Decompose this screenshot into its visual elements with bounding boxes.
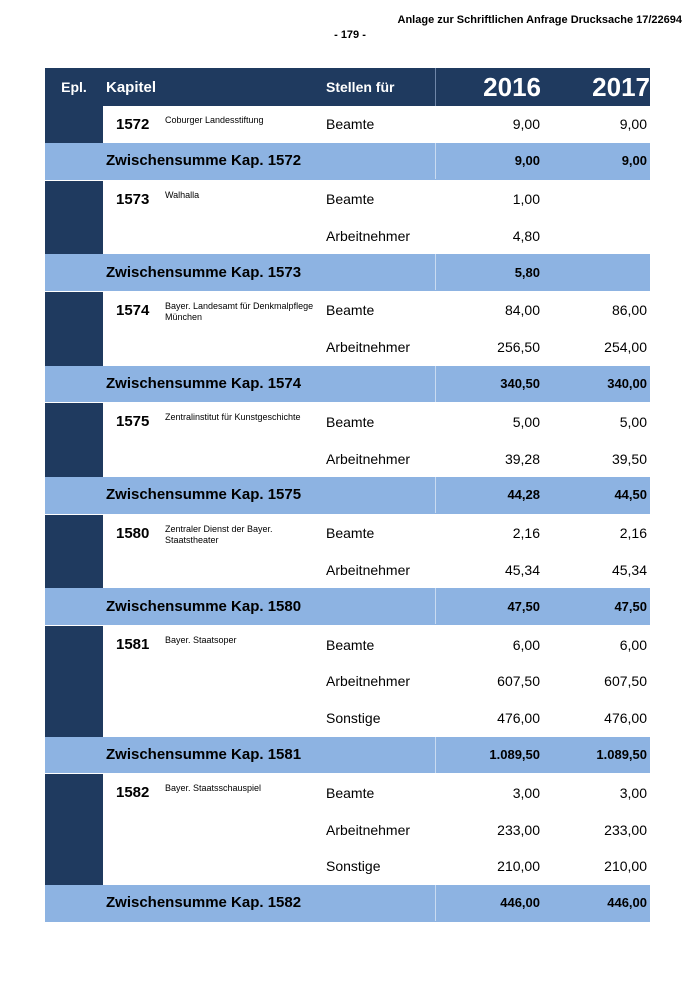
value-2016: 233,00 [497,821,540,838]
table-row [45,848,650,885]
subtotal-divider [435,254,436,290]
kapitel-name: Zentralinstitut für Kunstgeschichte [165,412,301,423]
value-2017 [540,181,647,218]
header-year-2017: 2017 [592,71,650,102]
value-2017: 476,00 [604,710,647,727]
stellen-type: Arbeitnehmer [326,673,411,690]
table-row [45,552,650,589]
value-2016: 210,00 [497,858,540,875]
stellen-type: Beamte [326,636,375,653]
subtotal-label: Zwischensumme Kap. 1582 [106,894,302,912]
table-row [45,329,650,366]
positions-table [45,68,650,923]
stellen-type: Beamte [326,302,375,319]
stellen-type: Sonstige [326,710,381,727]
value-2017: 6,00 [619,636,647,653]
table-row [45,811,650,848]
subtotal-label: Zwischensumme Kap. 1573 [106,263,302,281]
stellen-type: Arbeitnehmer [326,339,411,356]
subtotal-row [45,885,650,923]
document-reference: Anlage zur Schriftlichen Anfrage Drucksache 17/22694 [397,14,682,26]
value-2016: 1,00 [512,190,540,207]
subtotal-2016: 9,00 [514,153,540,169]
value-2016: 5,00 [512,413,540,430]
stellen-type: Beamte [326,525,375,542]
kapitel-name: Bayer. Staatsschauspiel [165,783,262,794]
value-2017: 3,00 [619,784,647,801]
header-kapitel: Kapitel [106,78,157,96]
subtotal-2016: 1.089,50 [489,747,540,763]
subtotal-row [45,254,650,292]
value-2016: 6,00 [512,636,540,653]
kapitel-name: Coburger Landesstiftung [165,115,264,125]
value-2017: 5,00 [619,413,647,430]
header-year-2016: 2016 [435,68,541,106]
header-epl: Epl. [61,79,87,95]
subtotal-label: Zwischensumme Kap. 1574 [106,375,302,393]
subtotal-divider [435,143,436,179]
subtotal-2017: 1.089,50 [596,747,647,763]
kapitel-number: 1582 [116,784,150,802]
value-2016: 607,50 [497,673,540,690]
kapitel-number: 1574 [116,301,150,319]
subtotal-row [45,737,650,775]
stellen-type: Sonstige [326,858,381,875]
table-row [45,700,650,737]
subtotal-2016: 340,50 [500,376,540,392]
subtotal-2016: 44,28 [507,487,540,503]
stellen-type: Arbeitnehmer [326,227,411,244]
subtotal-divider [435,477,436,513]
stellen-type: Beamte [326,413,375,430]
value-2017: 9,00 [619,116,647,133]
value-2017: 2,16 [619,525,647,542]
subtotal-2017: 44,50 [614,487,647,503]
subtotal-2017: 446,00 [607,895,647,911]
value-2017 [540,217,647,254]
kapitel-name: Bayer. Landesamt für Denkmalpflege München [165,300,314,322]
value-2016: 476,00 [497,710,540,727]
value-2016: 2,16 [512,525,540,542]
table-row [45,440,650,477]
table-row [45,663,650,700]
stellen-type: Arbeitnehmer [326,561,411,578]
subtotal-label: Zwischensumme Kap. 1572 [106,152,302,170]
value-2016: 45,34 [504,561,540,578]
stellen-type: Beamte [326,116,375,133]
value-2016: 9,00 [512,116,540,133]
table-header [45,68,650,106]
subtotal-row [45,366,650,404]
subtotal-label: Zwischensumme Kap. 1580 [106,597,302,615]
value-2016: 84,00 [504,302,540,319]
value-2017: 607,50 [604,673,647,690]
subtotal-2017: 9,00 [621,153,647,169]
value-2016: 256,50 [497,339,540,356]
table-row [45,181,650,218]
table-row [45,626,650,663]
subtotal-divider [435,366,436,402]
kapitel-number: 1575 [116,413,150,431]
value-2017: 86,00 [611,302,647,319]
table-row [45,403,650,440]
value-2017: 233,00 [604,821,647,838]
value-2016: 3,00 [512,784,540,801]
subtotal-divider [435,885,436,921]
header-stellen: Stellen für [326,79,395,95]
kapitel-number: 1581 [116,636,150,654]
table-row [45,292,650,329]
subtotal-divider [435,588,436,624]
subtotal-row [45,477,650,515]
subtotal-divider [435,737,436,773]
kapitel-name: Bayer. Staatsoper [165,635,237,646]
subtotal-2017: 47,50 [614,598,647,614]
table-row [45,106,650,143]
value-2017: 210,00 [604,858,647,875]
subtotal-2017: 340,00 [607,376,647,392]
kapitel-number: 1573 [116,190,150,208]
subtotal-row [45,588,650,626]
subtotal-2016: 5,80 [514,264,540,280]
subtotal-row [45,143,650,181]
table-row [45,774,650,811]
value-2017: 254,00 [604,339,647,356]
table-body [45,106,650,923]
table-row [45,217,650,254]
stellen-type: Arbeitnehmer [326,821,411,838]
stellen-type: Beamte [326,784,375,801]
subtotal-2016: 47,50 [507,598,540,614]
subtotal-2017 [540,254,647,290]
subtotal-label: Zwischensumme Kap. 1575 [106,486,302,504]
subtotal-label: Zwischensumme Kap. 1581 [106,746,302,764]
kapitel-number: 1572 [116,116,150,133]
value-2017: 39,50 [611,450,647,467]
table-row [45,515,650,552]
kapitel-number: 1580 [116,524,150,542]
stellen-type: Arbeitnehmer [326,450,411,467]
stellen-type: Beamte [326,190,375,207]
value-2016: 39,28 [504,450,540,467]
subtotal-2016: 446,00 [500,895,540,911]
kapitel-name: Zentraler Dienst der Bayer. Staatstheater [165,523,273,545]
kapitel-name: Walhalla [165,189,200,200]
value-2017: 45,34 [611,561,647,578]
page-number: - 179 - [334,29,366,41]
value-2016: 4,80 [512,227,540,244]
